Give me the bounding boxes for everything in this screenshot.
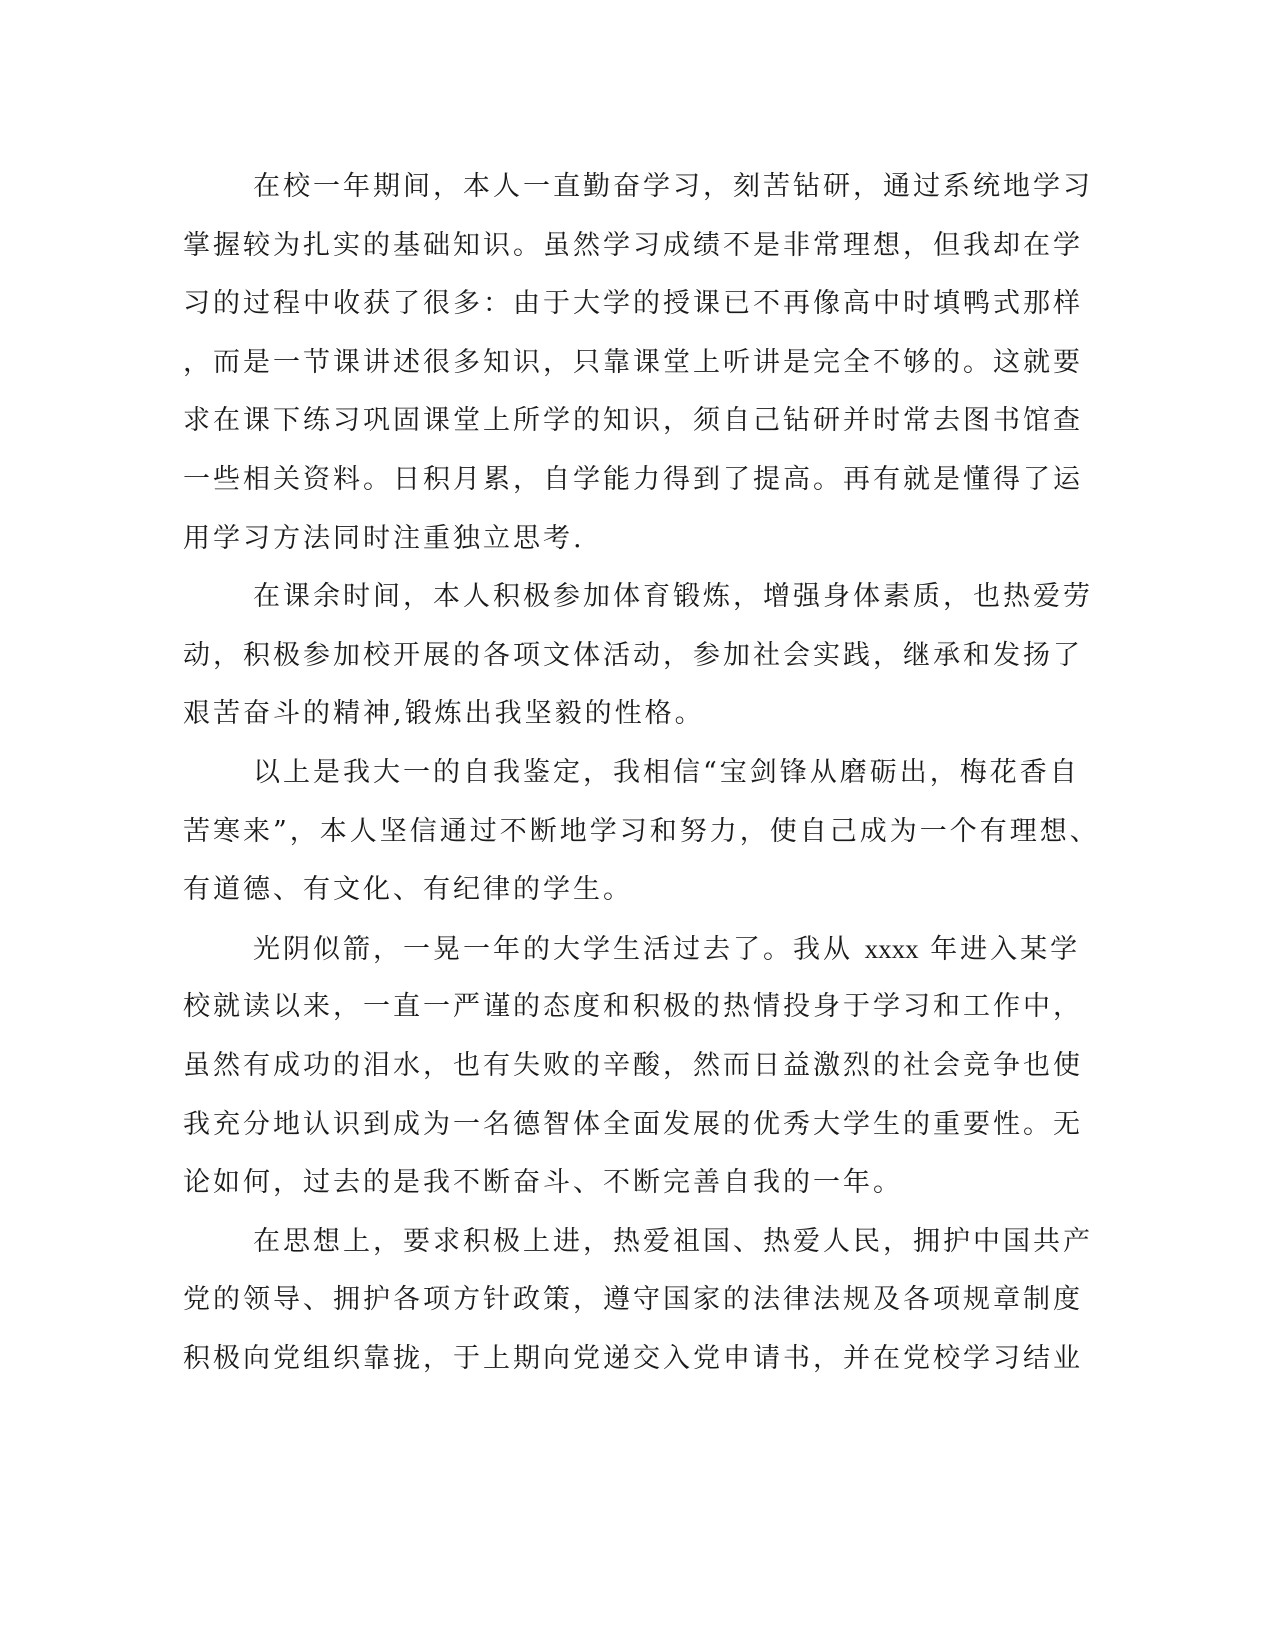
text-line: 校就读以来，一直一严谨的态度和积极的热情投身于学习和工作中， bbox=[183, 991, 1083, 1023]
paragraph-study bbox=[183, 158, 1093, 568]
paragraph-ideology bbox=[183, 1213, 1093, 1389]
text-line: 用学习方法同时注重独立思考. bbox=[183, 522, 585, 554]
text-line bbox=[183, 920, 1081, 979]
paragraph-year-review bbox=[183, 920, 1083, 1213]
text-segment: 年进入某学 bbox=[930, 933, 1081, 965]
text-line: 虽然有成功的泪水，也有失败的辛酸，然而日益激烈的社会竞争也使 bbox=[183, 1049, 1083, 1081]
document-body bbox=[183, 158, 1100, 1388]
text-line: 在课余时间，本人积极参加体育锻炼，增强身体素质，也热爱劳 bbox=[253, 581, 1093, 613]
text-segment: 光阴似箭，一晃一年的大学生活过去了。我从 bbox=[253, 933, 853, 965]
text-line: 有道德、有文化、有纪律的学生。 bbox=[183, 874, 633, 906]
year-placeholder: xxxx bbox=[864, 933, 919, 964]
text-line: 我充分地认识到成为一名德智体全面发展的优秀大学生的重要性。无 bbox=[183, 1108, 1083, 1140]
paragraph-activities bbox=[183, 568, 1093, 744]
text-line: 论如何，过去的是我不断奋斗、不断完善自我的一年。 bbox=[183, 1167, 903, 1199]
text-line: 在思想上，要求积极上进，热爱祖国、热爱人民，拥护中国共产 bbox=[253, 1225, 1093, 1257]
text-line: 苦寒来”，本人坚信通过不断地学习和努力，使自己成为一个有理想、 bbox=[183, 815, 1100, 847]
paragraph-summary bbox=[183, 744, 1100, 920]
text-line: 习的过程中收获了很多：由于大学的授课已不再像高中时填鸭式那样 bbox=[183, 288, 1083, 320]
text-line: 一些相关资料。日积月累，自学能力得到了提高。再有就是懂得了运 bbox=[183, 463, 1083, 495]
text-line: ，而是一节课讲述很多知识，只靠课堂上听讲是完全不够的。这就要 bbox=[183, 346, 1083, 378]
text-line: 求在课下练习巩固课堂上所学的知识，须自己钻研并时常去图书馆查 bbox=[183, 405, 1083, 437]
text-line: 党的领导、拥护各项方针政策，遵守国家的法律法规及各项规章制度 bbox=[183, 1284, 1083, 1316]
text-line: 艰苦奋斗的精神,锻炼出我坚毅的性格。 bbox=[183, 698, 705, 730]
text-line: 动，积极参加校开展的各项文体活动，参加社会实践，继承和发扬了 bbox=[183, 639, 1083, 671]
text-line: 以上是我大一的自我鉴定，我相信“宝剑锋从磨砺出，梅花香自 bbox=[253, 756, 1080, 788]
text-line: 积极向党组织靠拢，于上期向党递交入党申请书，并在党校学习结业 bbox=[183, 1342, 1083, 1374]
text-line: 掌握较为扎实的基础知识。虽然学习成绩不是非常理想，但我却在学 bbox=[183, 229, 1083, 261]
text-line: 在校一年期间，本人一直勤奋学习，刻苦钻研，通过系统地学习 bbox=[253, 171, 1093, 202]
